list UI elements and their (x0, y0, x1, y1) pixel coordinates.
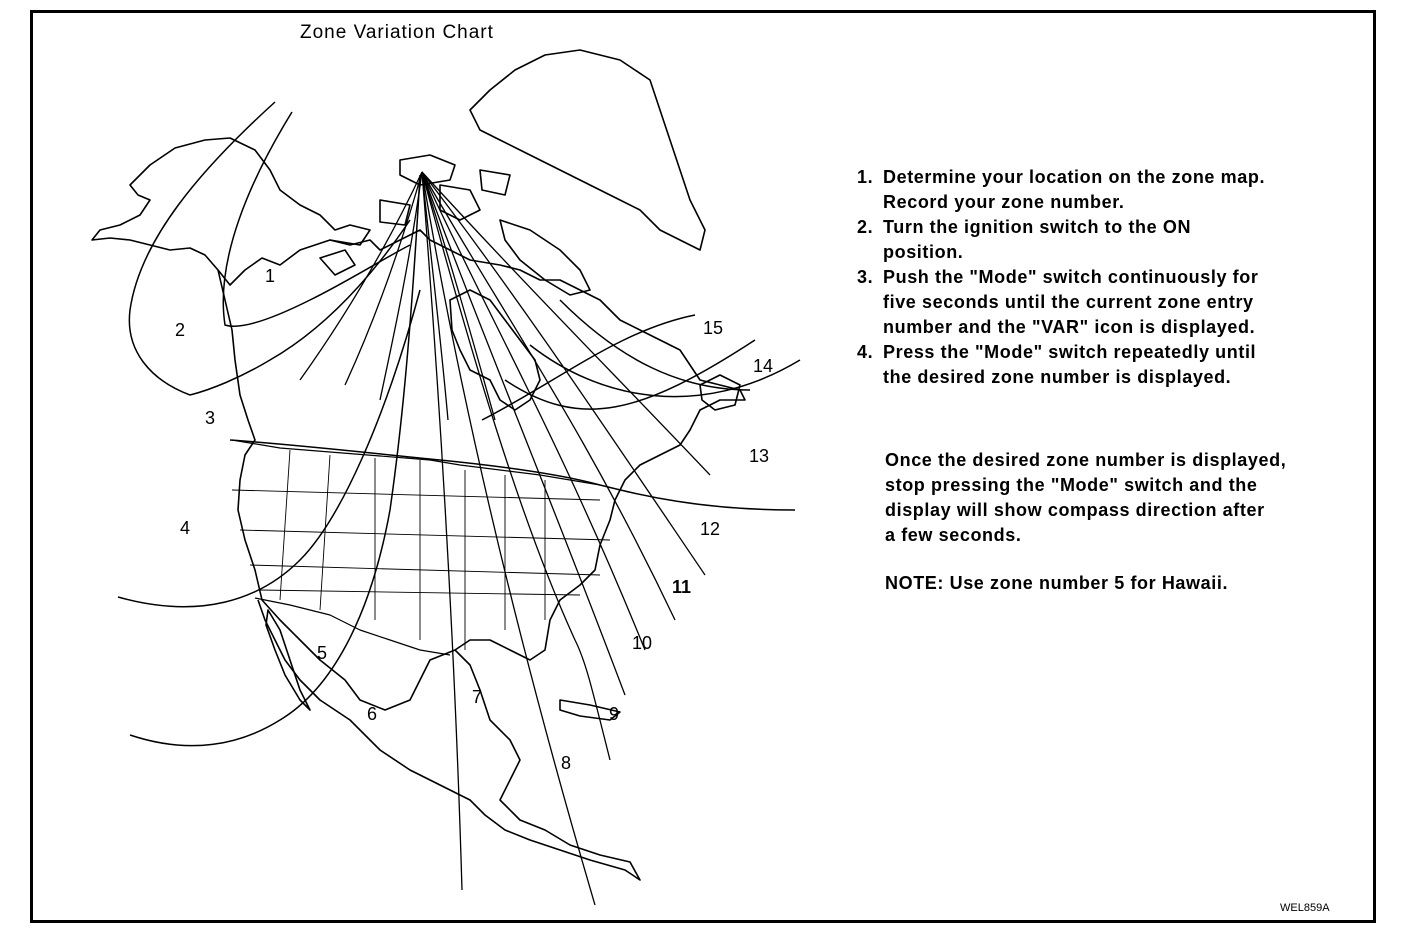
step-text: Press the "Mode" switch repeatedly until the desired zone number is displayed. (883, 342, 1257, 387)
step-number: 4. (857, 342, 874, 362)
arctic-island-3 (380, 200, 410, 225)
zone-label-9: 9 (609, 704, 620, 724)
instruction-step (857, 215, 1265, 265)
instruction-step (857, 165, 1265, 215)
hawaii-note: NOTE: Use zone number 5 for Hawaii. (885, 573, 1229, 593)
zone-label-14: 14 (753, 356, 774, 376)
greenland-outline (470, 50, 705, 250)
zone-label-1: 1 (265, 266, 276, 286)
figure-code: WEL859A (1280, 902, 1330, 914)
baja-outline (266, 610, 310, 710)
arctic-island-4 (320, 250, 355, 275)
zone-label-5: 5 (317, 643, 328, 663)
zone-label-13: 13 (749, 446, 770, 466)
instruction-step (857, 340, 1265, 390)
step-text: Turn the ignition switch to the ON position. (883, 217, 1192, 262)
zone-label-12: 12 (700, 519, 721, 539)
arctic-island-2 (440, 185, 480, 220)
alaska-outline (92, 138, 370, 285)
step-text: Determine your location on the zone map. Record your zone number. (883, 167, 1266, 212)
zone-label-15: 15 (703, 318, 724, 338)
zone-label-3: 3 (205, 408, 216, 428)
zone-label-4: 4 (180, 518, 191, 538)
step-number: 3. (857, 267, 874, 287)
step-number: 2. (857, 217, 874, 237)
zone-label-8: 8 (561, 753, 572, 773)
chart-title: Zone Variation Chart (300, 22, 494, 43)
arctic-island-5 (480, 170, 510, 195)
step-text: Push the "Mode" switch continuously for five seconds until the current zone entry number and the "VAR" icon is displayed. (883, 267, 1259, 337)
us-mexico-border (255, 598, 450, 655)
completion-text: Once the desired zone number is displayed, stop pressing the "Mode" switch and the display will show compass direction after a few seconds. (885, 450, 1287, 545)
us-canada-border (232, 440, 600, 485)
baffin-island-outline (500, 220, 590, 295)
instruction-step (857, 265, 1265, 340)
zone-label-7: 7 (472, 687, 483, 707)
step-number: 1. (857, 167, 874, 187)
instructions-list (857, 165, 1265, 390)
zone-label-11: 11 (672, 577, 692, 597)
zone-label-6: 6 (367, 704, 378, 724)
zone-label-2: 2 (175, 320, 186, 340)
zone-label-10: 10 (632, 633, 653, 653)
